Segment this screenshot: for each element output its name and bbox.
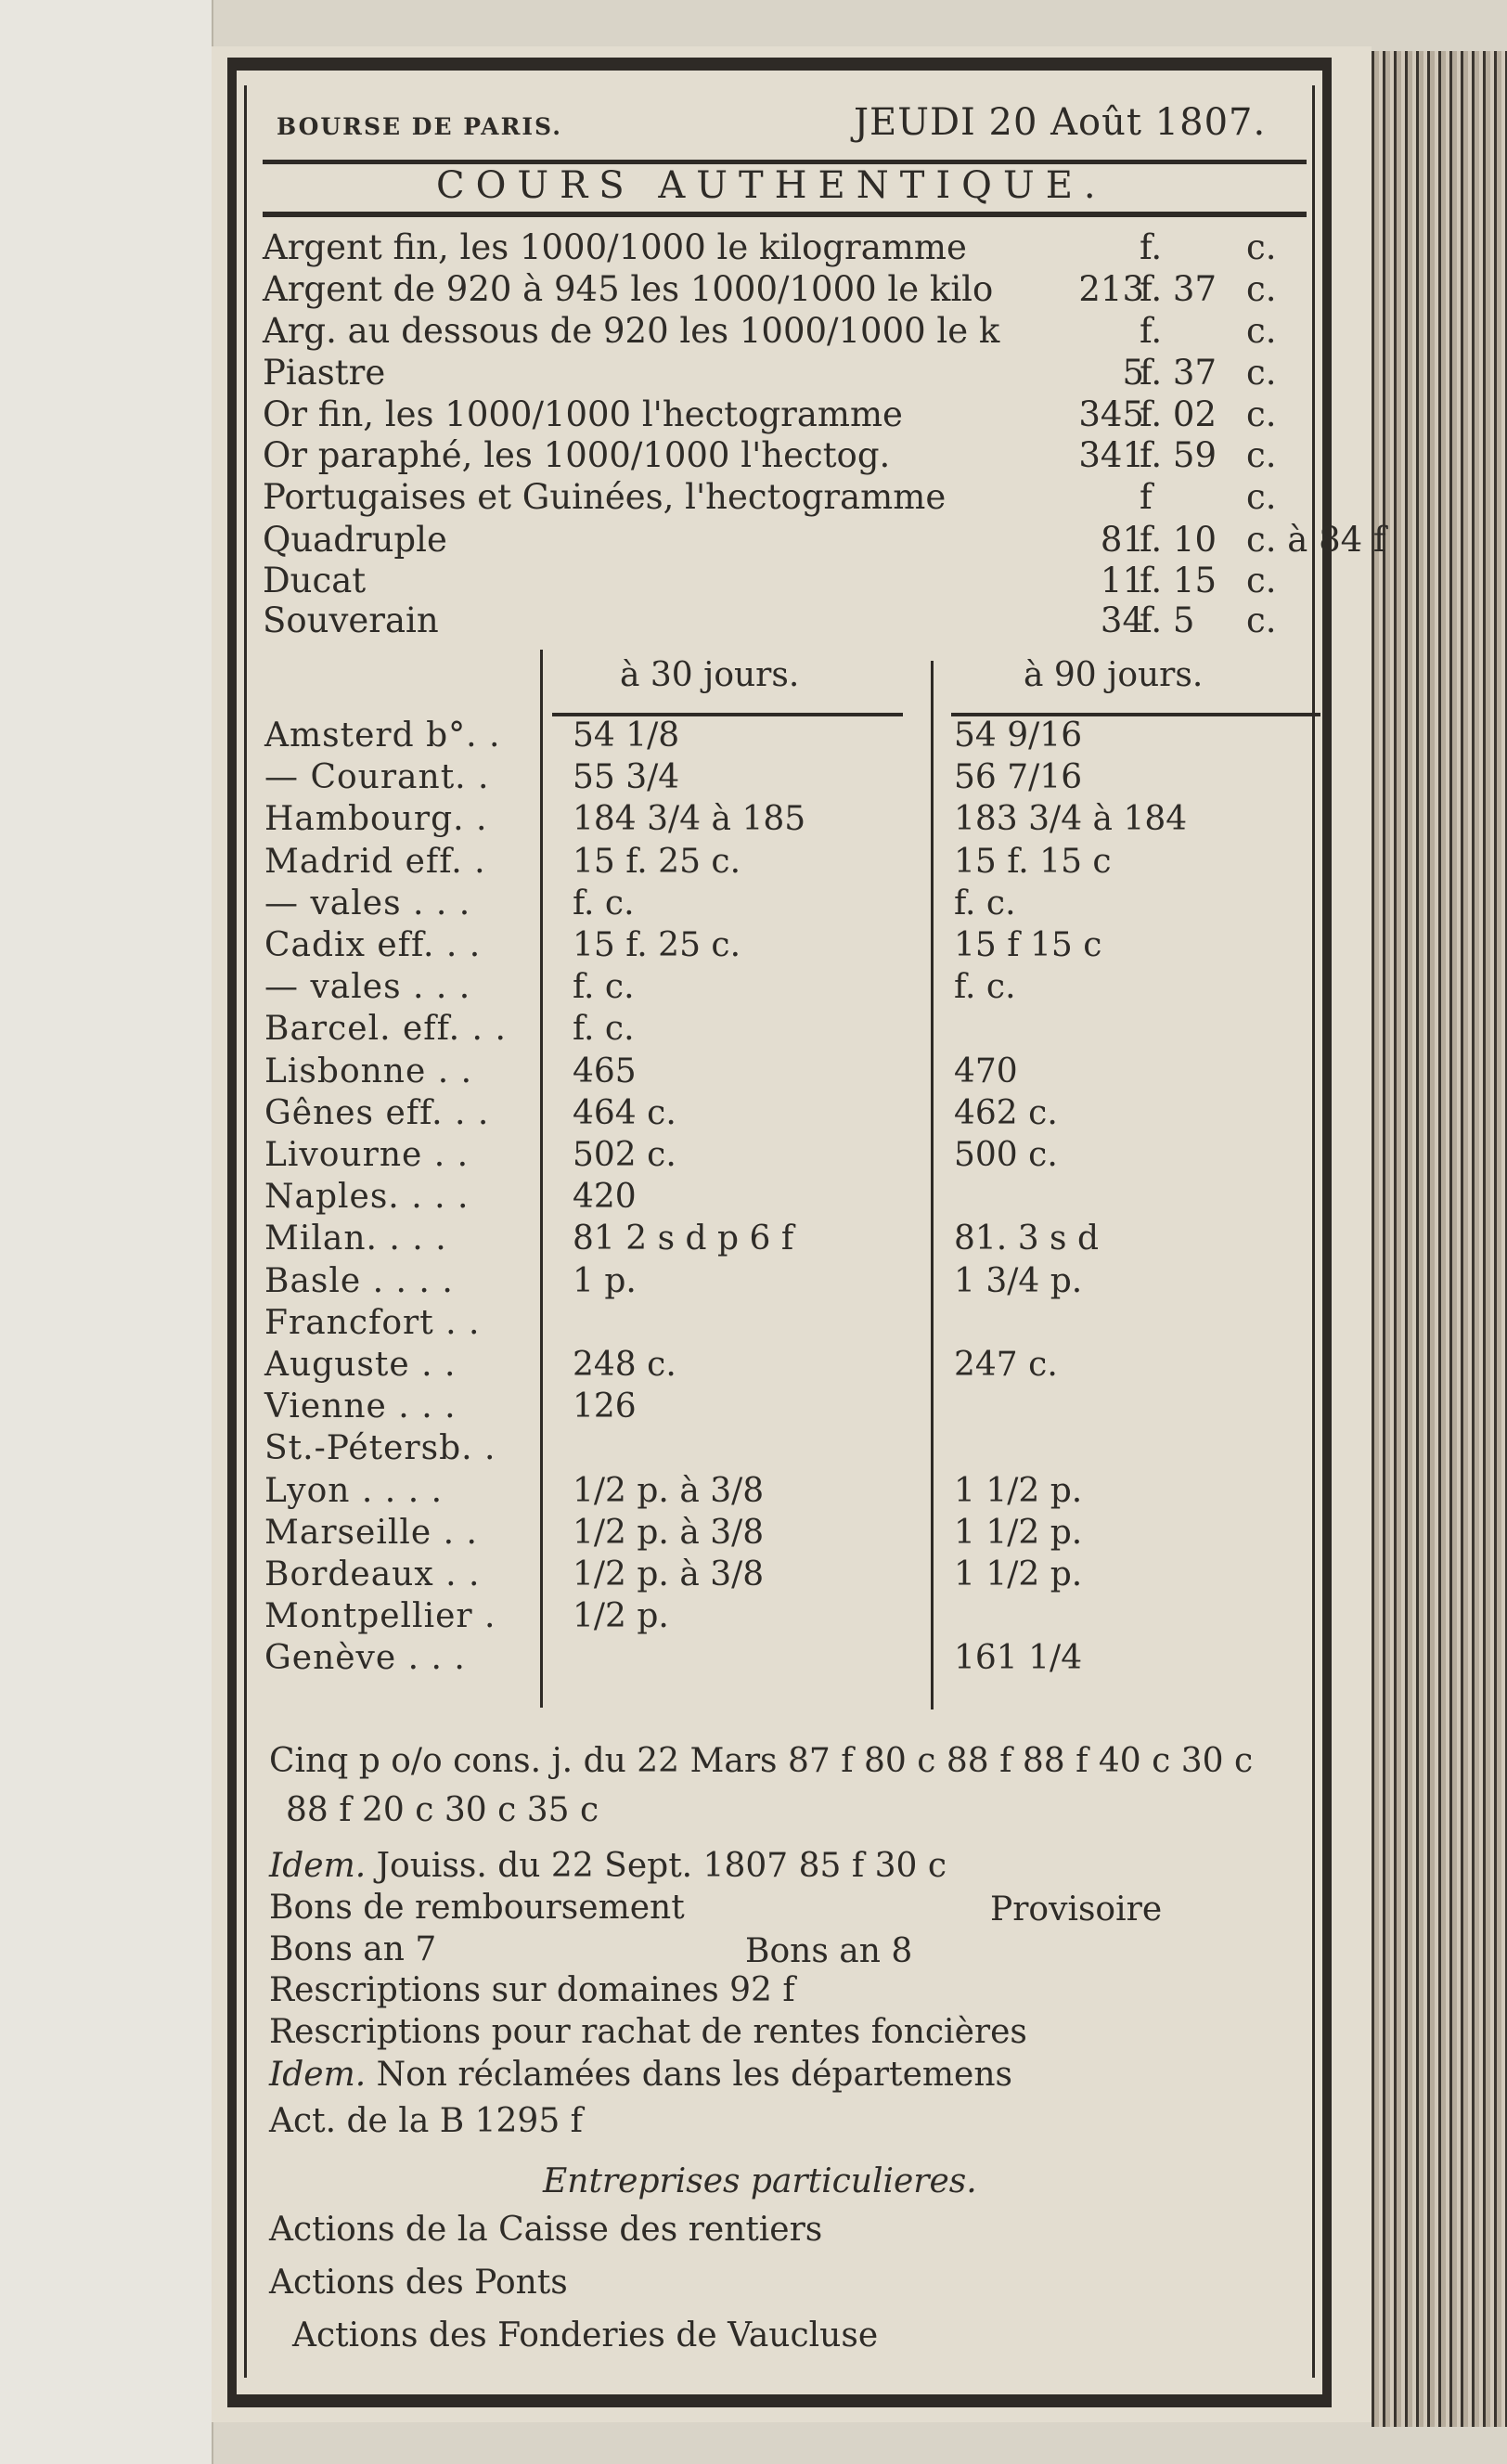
exchange-city: St.-Pétersb. . (264, 1429, 496, 1467)
metal-row (263, 520, 1386, 560)
exchange-city: Cadix eff. . . (264, 926, 482, 964)
metal-row (263, 227, 1277, 267)
entreprises-heading: Entreprises particulieres. (543, 2162, 977, 2200)
exchange-90-jours: 161 1/4 (954, 1639, 1083, 1677)
border-right (1322, 58, 1332, 2407)
metal-row (263, 394, 1277, 434)
divider-right (931, 661, 934, 1709)
metal-row (263, 561, 1277, 600)
cinq-pour-cent: Cinq p o/o cons. j. du 22 Mars 87 f 80 c 88 f 88 f 40 c 30 c (269, 1742, 1254, 1780)
exchange-30-jours: 1 p. (573, 1262, 637, 1300)
metal-francs: f. 02 (1140, 394, 1217, 434)
exchange-30-jours: 184 3/4 à 185 (573, 800, 806, 838)
exchange-90-jours: 500 c. (954, 1136, 1058, 1174)
exchange-city: Livourne . . (264, 1136, 470, 1174)
exchange-30-jours: 1/2 p. à 3/8 (573, 1555, 765, 1593)
exchange-90-jours: 183 3/4 à 184 (954, 800, 1188, 838)
border-left (227, 58, 237, 2407)
rescriptions-rachat: Rescriptions pour rachat de rentes foncières (269, 2013, 1027, 2051)
metal-francs: f (1140, 477, 1153, 517)
exchange-90-jours: 56 7/16 (954, 758, 1083, 796)
header-bourse: BOURSE DE PARIS. (277, 113, 562, 140)
border-bottom (227, 2394, 1332, 2407)
actions-ponts: Actions des Ponts (269, 2264, 568, 2302)
metal-centimes: c. (1246, 269, 1277, 309)
bons-an-8: Bons an 8 (745, 1932, 913, 1970)
exchange-city: Madrid eff. . (264, 843, 486, 881)
exchange-30-jours: 464 c. (573, 1094, 676, 1132)
metal-label: Or paraphé, les 1000/1000 l'hectog. (263, 435, 891, 475)
page-title: COURS AUTHENTIQUE. (436, 164, 1107, 207)
metal-centimes: c. (1246, 311, 1277, 351)
exchange-90-jours: 1 1/2 p. (954, 1555, 1083, 1593)
idem-text: Jouiss. du 22 Sept. 1807 85 f 30 c (376, 1847, 947, 1885)
exchange-city: Genève . . . (264, 1639, 466, 1677)
exchange-30-jours: f. c. (573, 884, 635, 922)
metal-francs: f. 15 (1140, 561, 1217, 600)
border-left-inner (244, 85, 247, 2378)
actions-fonderies: Actions des Fonderies de Vaucluse (292, 2316, 879, 2354)
metal-centimes: c. (1246, 394, 1277, 434)
exchange-30-jours: f. c. (573, 968, 635, 1006)
metal-label: Argent fin, les 1000/1000 le kilogramme (263, 227, 967, 267)
metal-row (263, 269, 1277, 309)
exchange-90-jours: 81. 3 s d (954, 1219, 1100, 1258)
exchange-30-jours: 502 c. (573, 1136, 676, 1174)
exchange-city: Marseille . . (264, 1514, 478, 1552)
exchange-30-jours: 465 (573, 1052, 637, 1090)
border-top (227, 58, 1332, 71)
metal-francs: f. (1140, 311, 1163, 351)
exchange-90-jours: 462 c. (954, 1094, 1058, 1132)
rescriptions-domaines: Rescriptions sur domaines 92 f (269, 1971, 795, 2009)
exchange-90-jours: 470 (954, 1052, 1018, 1090)
metal-value: 213 (1078, 269, 1144, 309)
metal-centimes: c. (1246, 561, 1277, 600)
header-date: JEUDI 20 Août 1807. (854, 101, 1267, 144)
metal-value: 34 (1100, 600, 1144, 640)
facing-page (0, 0, 213, 2464)
idem-jouissance (269, 1847, 947, 1885)
exchange-city: Amsterd b°. . (264, 716, 501, 755)
metal-francs: f. 37 (1140, 353, 1217, 393)
exchange-city: Basle . . . . (264, 1262, 454, 1300)
metal-label: Souverain (263, 600, 439, 640)
page-edges (1372, 51, 1507, 2427)
exchange-city: Vienne . . . (264, 1387, 457, 1426)
title-rule (263, 212, 1307, 217)
exchange-90-jours: 1 1/2 p. (954, 1472, 1083, 1510)
exchange-city: — vales . . . (264, 968, 471, 1006)
metal-francs: f. 5 (1140, 600, 1195, 640)
exchange-30-jours: 1/2 p. à 3/8 (573, 1514, 765, 1552)
exchange-90-jours: f. c. (954, 968, 1016, 1006)
metal-value: 341 (1078, 435, 1144, 475)
exchange-30-jours: 1/2 p. (573, 1597, 669, 1635)
exchange-30-jours: 54 1/8 (573, 716, 680, 755)
metal-label: Or fin, les 1000/1000 l'hectogramme (263, 394, 903, 434)
exchange-city: — Courant. . (264, 758, 490, 796)
exchange-city: Hambourg. . (264, 800, 488, 838)
exchange-90-jours: 1 1/2 p. (954, 1514, 1083, 1552)
metal-centimes: c. (1246, 353, 1277, 393)
exchange-30-jours: 81 2 s d p 6 f (573, 1219, 794, 1258)
exchange-city: Gênes eff. . . (264, 1094, 490, 1132)
metal-label: Piastre (263, 353, 386, 393)
exchange-90-jours: 15 f 15 c (954, 926, 1102, 964)
idem-label: Idem. (269, 1847, 367, 1885)
exchange-city: Naples. . . . (264, 1178, 470, 1216)
col-30-jours: à 30 jours. (620, 656, 800, 694)
exchange-30-jours: 1/2 p. à 3/8 (573, 1472, 765, 1510)
metal-row (263, 477, 1277, 517)
metal-francs: f. (1140, 227, 1163, 267)
exchange-90-jours: 54 9/16 (954, 716, 1083, 755)
metal-row (263, 435, 1277, 475)
cinq-pour-cent-cont: 88 f 20 c 30 c 35 c (286, 1791, 599, 1829)
exchange-30-jours: 55 3/4 (573, 758, 680, 796)
exchange-90-jours: 1 3/4 p. (954, 1262, 1083, 1300)
actions-caisse: Actions de la Caisse des rentiers (269, 2211, 823, 2249)
exchange-30-jours: 420 (573, 1178, 637, 1216)
idem-non-reclamees (269, 2058, 1012, 2092)
metal-francs: f. 37 (1140, 269, 1217, 309)
metal-row (263, 600, 1277, 640)
metal-centimes: c. (1246, 477, 1277, 517)
exchange-city: Barcel. eff. . . (264, 1010, 507, 1048)
metal-centimes: c. (1246, 435, 1277, 475)
bons-remboursement: Bons de remboursement (269, 1889, 685, 1927)
col-90-jours: à 90 jours. (1024, 656, 1204, 694)
exchange-30-jours: 15 f. 25 c. (573, 843, 741, 881)
exchange-city: Milan. . . . (264, 1219, 447, 1258)
exchange-city: Auguste . . (264, 1346, 457, 1384)
metal-value: 81 (1100, 520, 1144, 560)
metal-centimes: c. (1246, 600, 1277, 640)
metal-row (263, 311, 1277, 351)
exchange-30-jours: 126 (573, 1387, 637, 1426)
metal-label: Argent de 920 à 945 les 1000/1000 le kilo (263, 269, 994, 309)
exchange-30-jours: 248 c. (573, 1346, 676, 1384)
bons-an-7: Bons an 7 (269, 1930, 437, 1968)
exchange-city: Montpellier . (264, 1597, 496, 1635)
exchange-city: Lisbonne . . (264, 1052, 473, 1090)
metal-francs: f. 10 (1140, 520, 1217, 560)
divider-left (540, 650, 543, 1708)
provisoire: Provisoire (990, 1890, 1163, 1929)
exchange-90-jours: 15 f. 15 c (954, 843, 1112, 881)
metal-value: 5 (1122, 353, 1144, 393)
exchange-90-jours: 247 c. (954, 1346, 1058, 1384)
metal-label: Arg. au dessous de 920 les 1000/1000 le k (263, 311, 1000, 351)
metal-row (263, 353, 1277, 393)
exchange-30-jours: f. c. (573, 1010, 635, 1048)
idem2-label: Idem. (269, 2056, 367, 2094)
border-right-inner (1312, 85, 1315, 2378)
exchange-city: Francfort . . (264, 1304, 481, 1342)
exchange-city: Bordeaux . . (264, 1555, 481, 1593)
actions-banque: Act. de la B 1295 f (269, 2102, 584, 2140)
metal-value: 345 (1078, 394, 1144, 434)
metal-centimes: c. à 84 f (1246, 520, 1386, 560)
idem2-text: Non réclamées dans les départemens (376, 2056, 1013, 2094)
metal-value: 11 (1100, 561, 1144, 600)
exchange-90-jours: f. c. (954, 884, 1016, 922)
metal-label: Portugaises et Guinées, l'hectogramme (263, 477, 947, 517)
metal-centimes: c. (1246, 227, 1277, 267)
metal-francs: f. 59 (1140, 435, 1217, 475)
exchange-city: — vales . . . (264, 884, 471, 922)
exchange-30-jours: 15 f. 25 c. (573, 926, 741, 964)
exchange-city: Lyon . . . . (264, 1472, 444, 1510)
metal-label: Quadruple (263, 520, 447, 560)
metal-label: Ducat (263, 561, 367, 600)
